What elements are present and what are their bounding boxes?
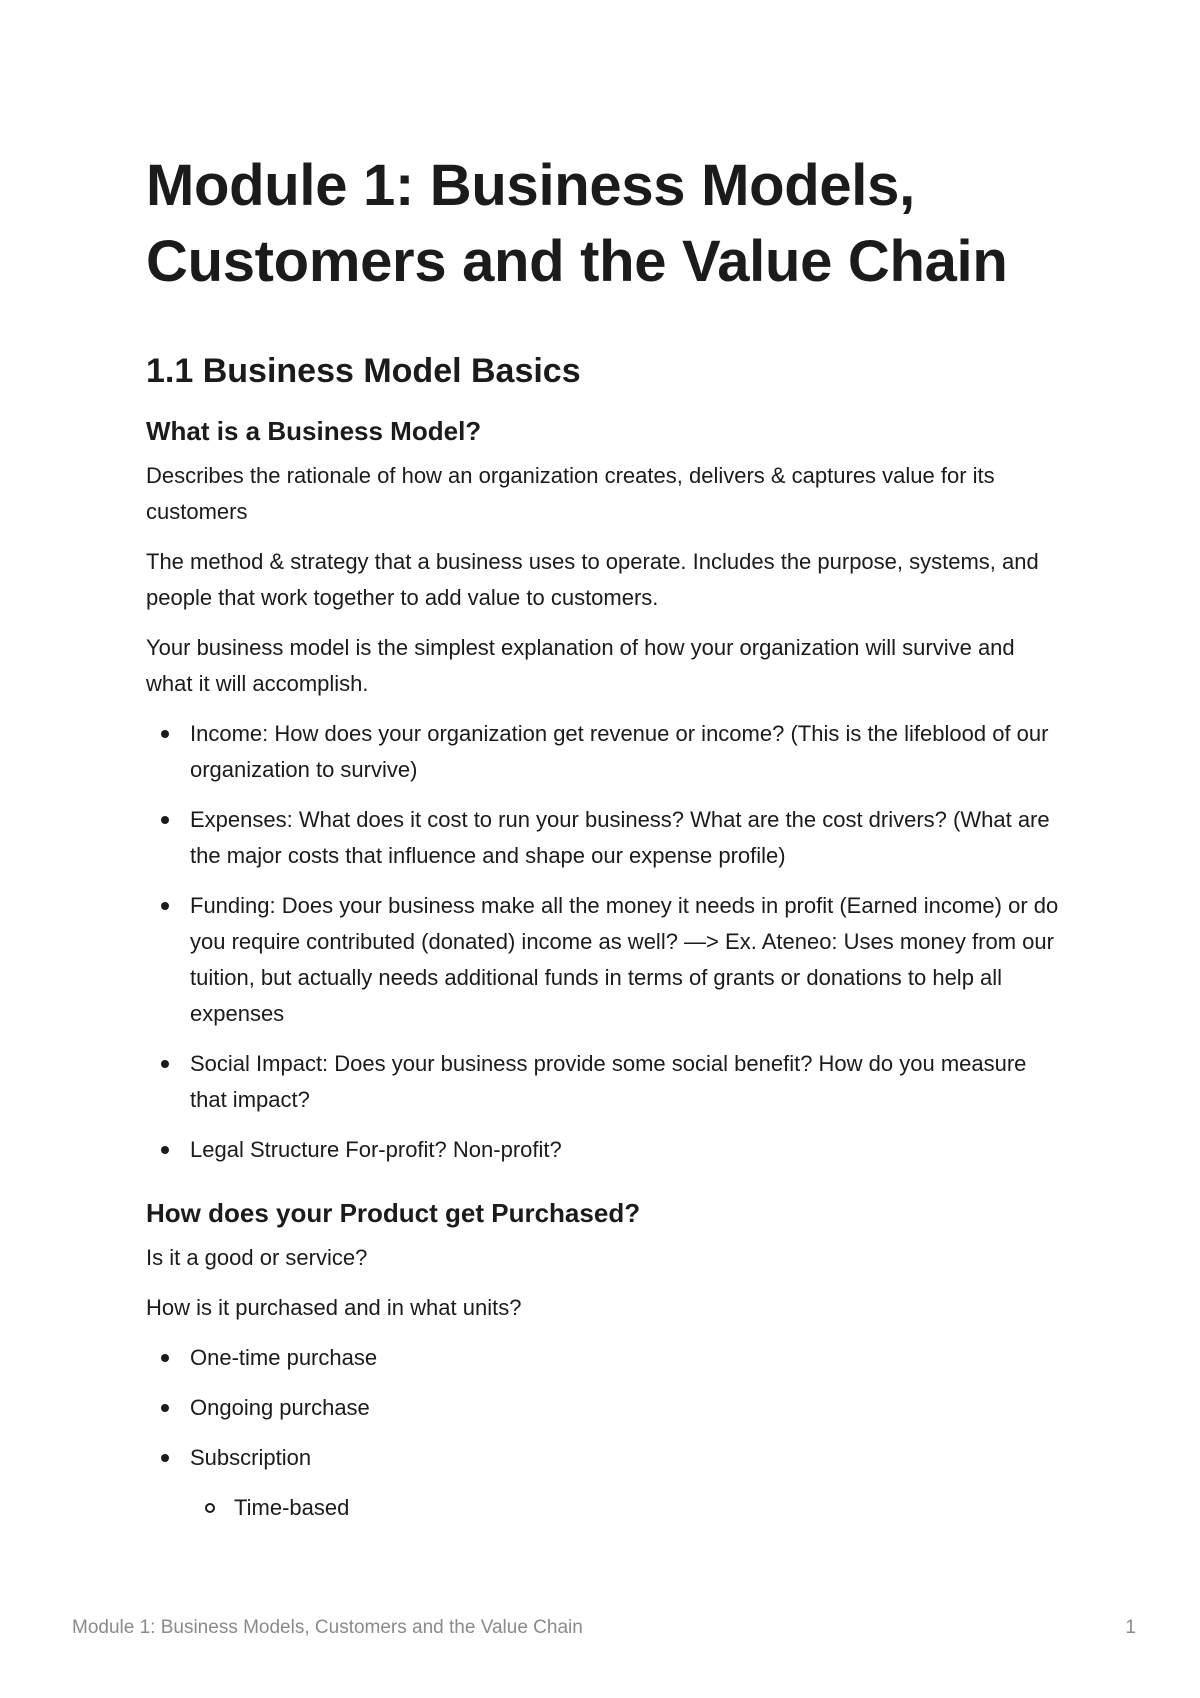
footer-title: Module 1: Business Models, Customers and the Value Chain <box>72 1617 583 1638</box>
bullet-icon <box>161 1404 169 1412</box>
list-item-text: One-time purchase <box>190 1345 378 1370</box>
paragraph: Your business model is the simplest explanation of how your organization will survive and what it will accomplish. <box>146 635 1015 696</box>
list-item <box>146 1046 1066 1118</box>
bullet-icon <box>161 1060 169 1068</box>
bullet-icon <box>161 902 169 910</box>
list-item <box>146 1132 1066 1168</box>
paragraph: Describes the rationale of how an organization creates, delivers & captures value for its customers <box>146 463 995 524</box>
paragraph: Is it a good or service? <box>146 1245 368 1270</box>
subheading-what-is-business-model: What is a Business Model? <box>146 416 482 446</box>
sub-list-item-text: Time-based <box>234 1495 350 1520</box>
list-item-text: Income: How does your organization get revenue or income? (This is the lifeblood of our organization to survive) <box>190 721 1049 782</box>
bullet-icon <box>161 1146 169 1154</box>
subheading-product-purchase: How does your Product get Purchased? <box>146 1198 641 1228</box>
list-item-text: Social Impact: Does your business provide some social benefit? How do you measure that impact? <box>190 1051 1027 1112</box>
list-item <box>146 716 1066 788</box>
list-item-text: Funding: Does your business make all the money it needs in profit (Earned income) or do you require contributed (donated) income as well? —> Ex. Ateneo: Uses money from our tuition, but actually needs additional funds in terms of grants or donations to help all expenses <box>190 893 1059 1026</box>
bullet-icon <box>161 1454 169 1462</box>
list-item <box>146 1390 1066 1426</box>
purchase-type-list <box>146 1340 1066 1526</box>
list-item-text: Subscription <box>190 1445 312 1470</box>
page-number: 1 <box>1125 1617 1136 1638</box>
list-item-text: Expenses: What does it cost to run your business? What are the cost drivers? (What are the major costs that influence and shape our expense profile) <box>190 807 1050 868</box>
bullet-icon <box>161 1354 169 1362</box>
sub-list-item <box>190 1490 1066 1526</box>
list-item <box>146 1440 1066 1526</box>
hollow-bullet-icon <box>205 1503 215 1513</box>
document-page <box>146 148 1066 1540</box>
bullet-icon <box>161 816 169 824</box>
list-item-text: Legal Structure For-profit? Non-profit? <box>190 1137 562 1162</box>
subscription-sub-list <box>190 1490 1066 1526</box>
list-item-text: Ongoing purchase <box>190 1395 370 1420</box>
list-item <box>146 1340 1066 1376</box>
list-item <box>146 802 1066 874</box>
business-model-list <box>146 716 1066 1168</box>
bullet-icon <box>161 730 169 738</box>
document-title: Module 1: Business Models, Customers and the Value Chain <box>146 153 1008 294</box>
paragraph: How is it purchased and in what units? <box>146 1295 522 1320</box>
list-item <box>146 888 1066 1032</box>
page-footer <box>72 1617 1136 1639</box>
section-heading: 1.1 Business Model Basics <box>146 352 581 390</box>
paragraph: The method & strategy that a business uses to operate. Includes the purpose, systems, and people that work together to add value to customers. <box>146 549 1039 610</box>
